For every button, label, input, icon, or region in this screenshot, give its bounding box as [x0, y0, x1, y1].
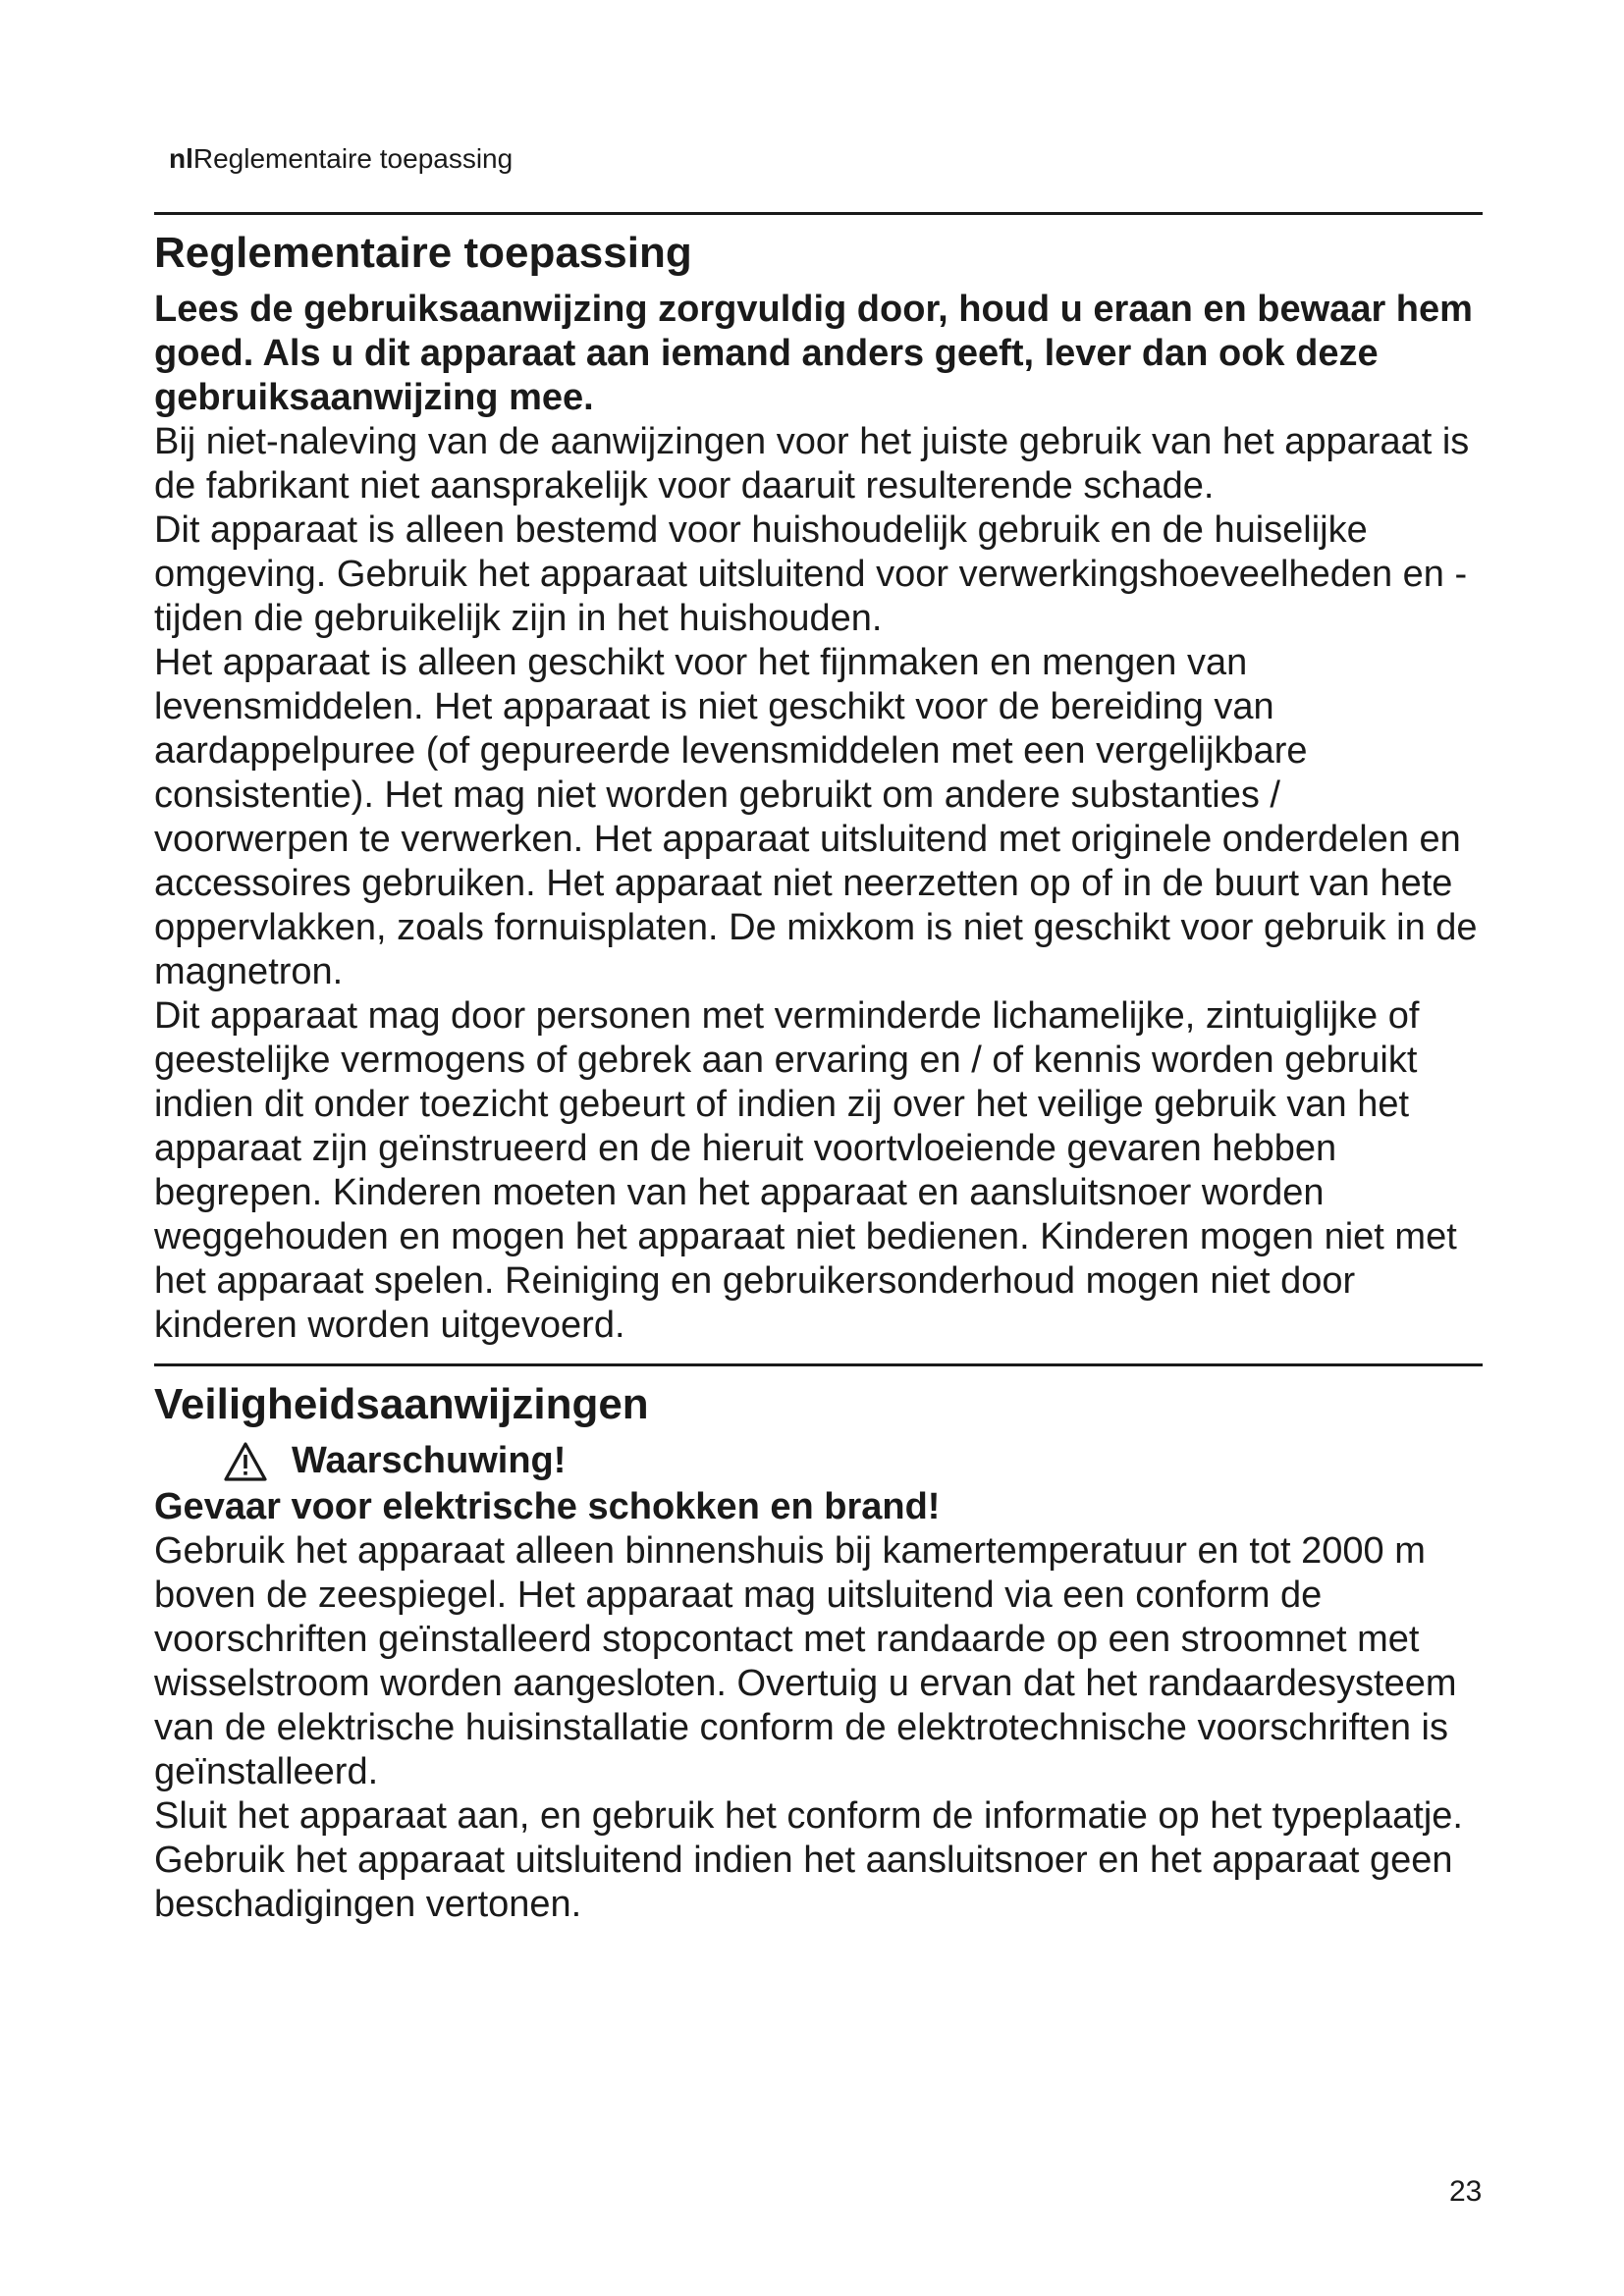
warning-heading	[223, 1439, 1483, 1483]
paragraph-persons-children: Dit apparaat mag door personen met verminderde lichamelijke, zintuiglijke of geestelijke vermogens of gebrek aan ervaring en / of kennis worden gebruikt indien dit onder toezicht gebeurt of indien zij over het veilige gebruik van het apparaat zijn geïnstrueerd en de hieruit voortvloeiende gevaren hebben begrepen. Kinderen moeten van het apparaat en aansluitsnoer worden weggehouden en mogen het apparaat niet bedienen. Kinderen mogen niet met het apparaat spelen. Reiniging en gebruikersonderhoud mogen niet door kinderen worden uitgevoerd.	[154, 995, 1457, 1346]
section-divider	[154, 1363, 1483, 1366]
language-code: nl	[169, 143, 193, 174]
page-content	[154, 212, 1483, 1927]
paragraph-household-use: Dit apparaat is alleen bestemd voor huishoudelijk gebruik en de huiselijke omgeving. Gebruik het apparaat uitsluitend voor verwerkingshoeveelheden en -tijden die gebruikelijk zijn in het huishouden.	[154, 509, 1468, 639]
section-divider	[154, 212, 1483, 215]
section-title-intended-use: Reglementaire toepassing	[154, 229, 692, 277]
running-header-title: Reglementaire toepassing	[192, 143, 514, 174]
warning-triangle-icon	[223, 1441, 268, 1482]
paragraph-liability: Bij niet-naleving van de aanwijzingen voor het juiste gebruik van het apparaat is de fabrikant niet aansprakelijk voor daaruit resulterende schade.	[154, 421, 1470, 507]
paragraph-suitability: Het apparaat is alleen geschikt voor het fijnmaken en mengen van levensmiddelen. Het apparaat is niet geschikt voor de bereiding van aardappelpuree (of gepureerde levensmiddelen met een vergelijkbare consistentie). Het mag niet worden gebruikt om andere substanties / voorwerpen te verwerken. Het apparaat uitsluitend met originele onderdelen en accessoires gebruiken. Het apparaat niet neerzetten op of in de buurt van hete oppervlakken, zoals fornuisplaten. De mixkom is niet geschikt voor gebruik in de magnetron.	[154, 642, 1478, 992]
warning-label: Waarschuwing!	[292, 1440, 567, 1481]
paragraph-connection: Sluit het apparaat aan, en gebruik het conform de informatie op het typeplaatje. Gebruik het apparaat uitsluitend indien het aansluitsnoer en het apparaat geen beschadigingen vertonen.	[154, 1795, 1463, 1925]
hazard-heading: Gevaar voor elektrische schokken en brand!	[154, 1486, 941, 1527]
paragraph-installation: Gebruik het apparaat alleen binnenshuis bij kamertemperatuur en tot 2000 m boven de zeespiegel. Het apparaat mag uitsluitend via een conform de voorschriften geïnstalleerd stopcontact met randaarde op een stroomnet met wisselstroom worden aangesloten. Overtuig u ervan dat het randaardesysteem van de elektrische huisinstallatie conform de elektrotechnische voorschriften is geïnstalleerd.	[154, 1530, 1457, 1792]
section-title-safety: Veiligheidsaanwijzingen	[154, 1380, 649, 1428]
page-number: 23	[1449, 2175, 1483, 2208]
running-header	[169, 142, 513, 176]
intro-bold-notice: Lees de gebruiksaanwijzing zorgvuldig door, houd u eraan en bewaar hem goed. Als u dit apparaat aan iemand anders geeft, lever dan ook deze gebruiksaanwijzing mee.	[154, 289, 1473, 418]
